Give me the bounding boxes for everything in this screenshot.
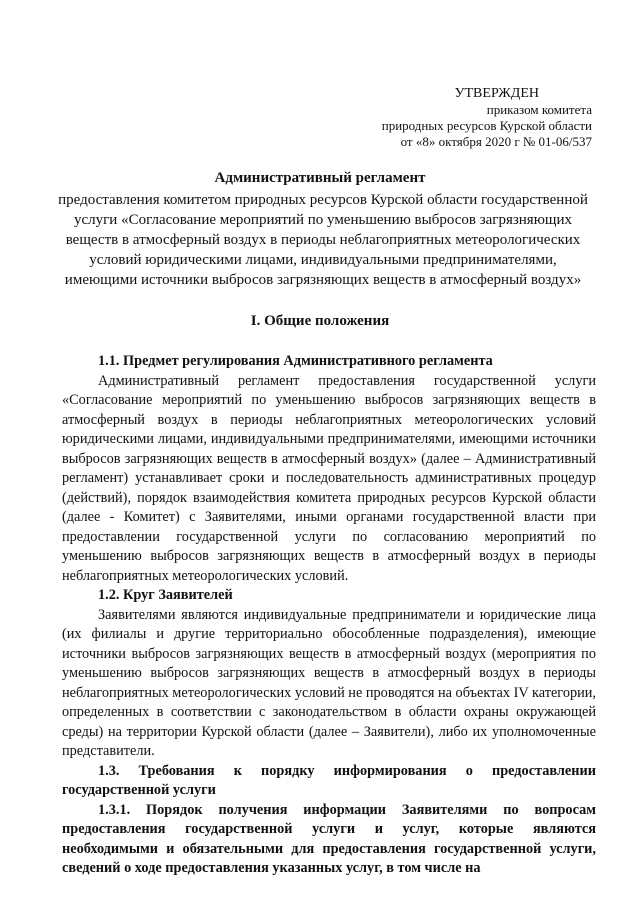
subsection-heading: 1.2. Круг Заявителей [98,587,233,603]
paragraph: Заявителями являются индивидуальные предприниматели и юридические лица (их филиалы и другие территориально обособленные подразделения), имеющие источники выбросов загрязняющих веществ в атмосферный воздух (мероприятия по уменьшению выбросов загрязняющих веществ в атмосферный воздух в периоды неблагоприятных метеорологических условий не проводятся на объектах IV категории, определенных в соответствии с законодательством в области охраны окружающей среды) на территории Курской области (далее – Заявители), либо их уполномоченные представители. [62,606,596,759]
paragraph: Административный регламент предоставления государственной услуги «Согласование мероприятий по уменьшению выбросов загрязняющих веществ в атмосферный воздух в периоды неблагоприятных метеорологических условий юридическими лицами, индивидуальными предпринимателями, имеющими источники выбросов загрязняющих веществ в атмосферный воздух» (далее – Административный регламент) устанавливает сроки и последовательность административных процедур (действий), порядок взаимодействия комитета природных ресурсов Курской области (далее - Комитет) с Заявителями, иными органами государственной власти при предоставлении государственной услуги по согласованию мероприятий по уменьшению выбросов загрязняющих веществ в атмосферный воздух в периоды неблагоприятных метеорологических условий. [62,372,596,584]
approval-stamp [364,86,592,150]
approval-date: от «8» октября 2020 г № 01-06/537 [400,134,592,149]
subsection-heading: 1.3. Требования к порядку информирования о предоставлении государственной услуги [62,762,596,798]
section-heading: I. Общие положения [250,313,390,329]
document-title: Административный регламент [214,170,426,186]
approval-line: природных ресурсов Курской области [381,118,592,133]
approval-line: приказом комитета [486,102,592,117]
subsection-heading: 1.3.1. Порядок получения информации Заявителями по вопросам предоставления государственной услуги и услуг, которые являются необходимыми и обязательными для предоставления государственной услуги, сведений о ходе предоставления указанных услуг, в том числе на [62,801,596,876]
subsection-heading: 1.1. Предмет регулирования Административного регламента [98,353,493,369]
approval-title: УТВЕРЖДЕН [454,86,539,101]
document-subtitle: предоставления комитетом природных ресурсов Курской области государственной услуги «Согласование мероприятий по уменьшению выбросов загрязняющих веществ в атмосферный воздух в периоды неблагоприятных метеорологических условий юридическими лицами, индивидуальными предпринимателями, имеющими источники выбросов загрязняющих веществ в атмосферный воздух» [58,192,588,288]
document-body [62,352,596,879]
